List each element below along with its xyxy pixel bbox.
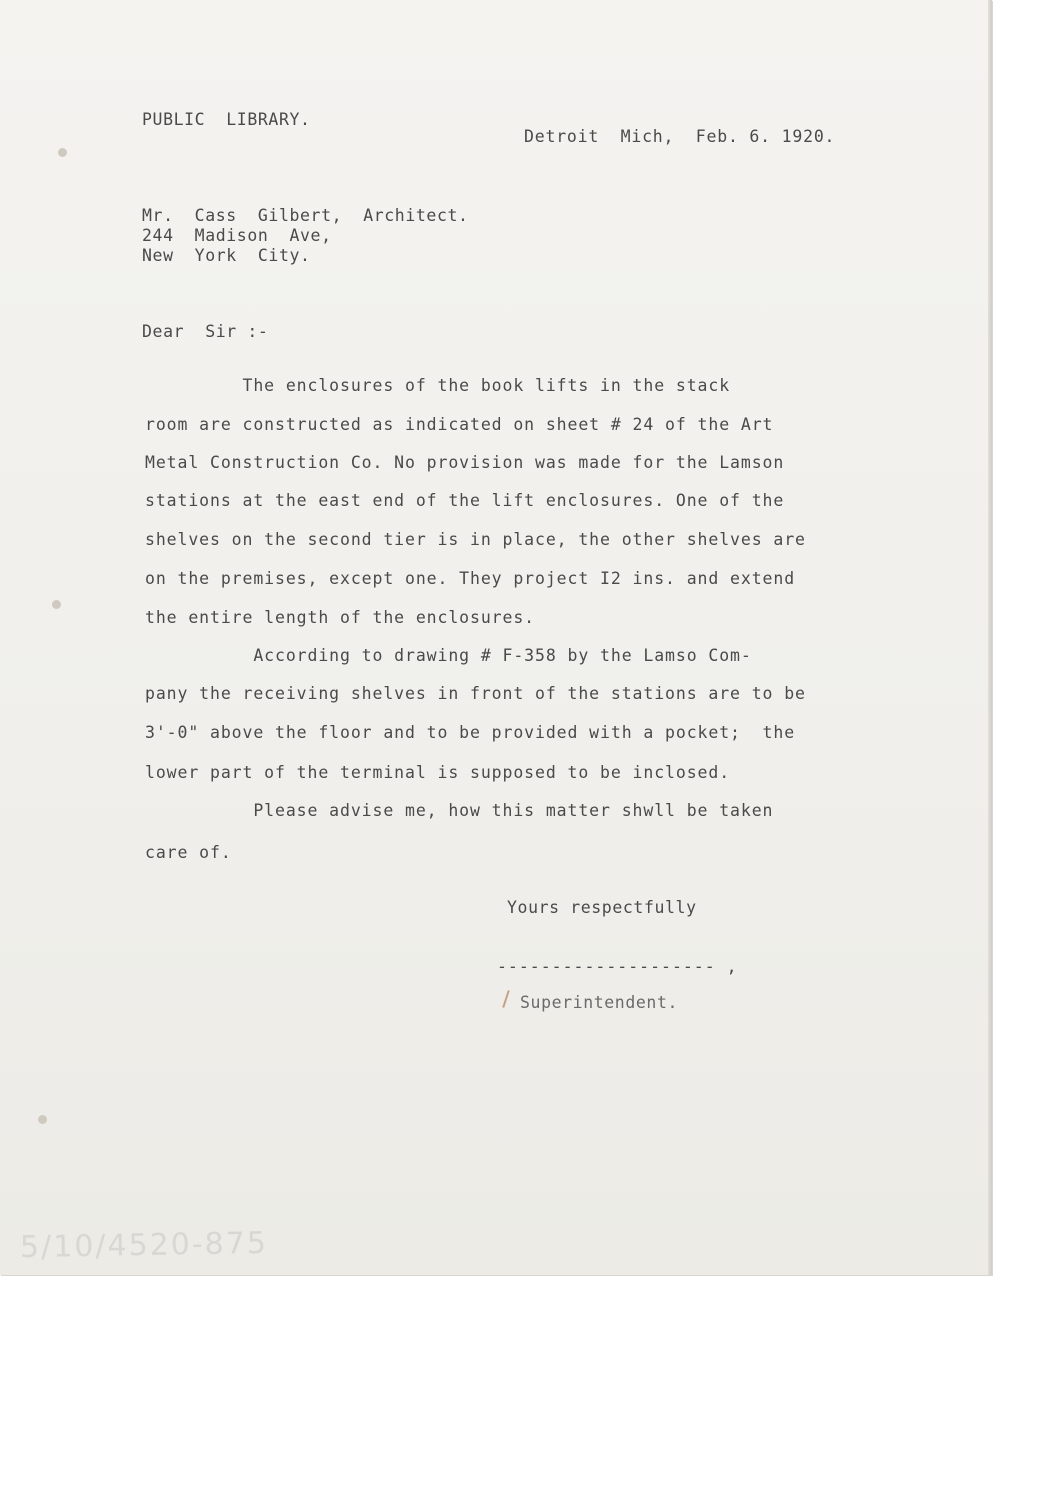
recipient-city: New York City. (142, 246, 311, 265)
body-line: lower part of the terminal is supposed to be inclosed. (145, 763, 731, 782)
body-line: stations at the east end of the lift enclosures. One of the (145, 491, 785, 510)
punch-hole-mark (52, 600, 61, 609)
body-line: on the premises, except one. They project I2 ins. and extend (145, 569, 796, 588)
recipient-name: Mr. Cass Gilbert, Architect. (142, 206, 469, 225)
closing: Yours respectfully (507, 898, 697, 917)
body-line: the entire length of the enclosures. (145, 608, 536, 627)
salutation: Dear Sir :- (142, 322, 269, 341)
archive-stamp: 5/10/4520-875 (19, 1225, 269, 1266)
signature-line: -------------------- , (497, 957, 738, 976)
body-line: According to drawing # F-358 by the Lamso Com- (145, 646, 752, 665)
body-line: pany the receiving shelves in front of the stations are to be (145, 684, 806, 703)
punch-hole-mark (58, 148, 67, 157)
pencil-tick-mark (502, 990, 509, 1008)
body-line: 3'-0" above the floor and to be provided with a pocket; the (145, 723, 796, 742)
signer-title: Superintendent. (520, 993, 679, 1012)
punch-hole-mark (38, 1115, 47, 1124)
body-line: care of. (145, 843, 232, 862)
page-edge-shadow (988, 0, 992, 1275)
letterhead: PUBLIC LIBRARY. (142, 110, 311, 129)
body-line: The enclosures of the book lifts in the stack (145, 376, 731, 395)
recipient-street: 244 Madison Ave, (142, 226, 332, 245)
body-line: Metal Construction Co. No provision was made for the Lamson (145, 453, 785, 472)
body-line: Please advise me, how this matter shwll be taken (145, 801, 774, 820)
dateline: Detroit Mich, Feb. 6. 1920. (524, 127, 836, 146)
body-line: shelves on the second tier is in place, the other shelves are (145, 530, 806, 549)
body-line: room are constructed as indicated on sheet # 24 of the Art (145, 415, 774, 434)
